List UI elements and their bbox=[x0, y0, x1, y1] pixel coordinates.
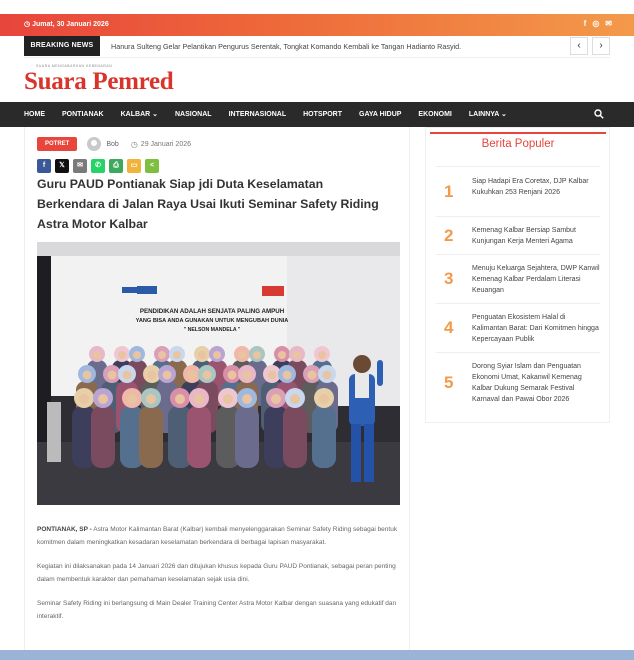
person-face bbox=[83, 371, 92, 380]
nav-item-hotsport[interactable]: HOTSPORT bbox=[303, 111, 343, 118]
person-face bbox=[323, 371, 332, 380]
person-face bbox=[308, 371, 317, 380]
nav-item-nasional[interactable]: NASIONAL bbox=[175, 111, 212, 118]
rank-number: 1 bbox=[444, 181, 454, 201]
popular-item[interactable] bbox=[436, 352, 600, 412]
photo-banner-line-2: YANG BISA ANDA GUNAKAN UNTUK MENGUBAH DUNIA bbox=[135, 318, 289, 324]
article-title: Guru PAUD Pontianak Siap jdi Duta Keselamatan Berkendara di Jalan Raya Usai Ikuti Seminar Safety Riding Astra Motor Kalbar bbox=[37, 177, 379, 231]
author-name[interactable]: Bob bbox=[106, 140, 119, 148]
person-face bbox=[242, 394, 252, 404]
person-face bbox=[158, 351, 166, 359]
nav-item-ekonomi[interactable]: EKONOMI bbox=[418, 111, 452, 118]
person-face bbox=[203, 371, 212, 380]
person-body bbox=[139, 406, 163, 468]
paragraph: PONTIANAK, SP - Astra Motor Kalimantan Barat (Kalbar) kembali menyelenggarakan Seminar Safety Riding sebagai bentuk komitmen dalam meningkatkan kesadaran keselamatan berkendara di berbagai lapisan masyarakat. bbox=[37, 526, 398, 546]
person-face bbox=[293, 351, 301, 359]
person-face bbox=[253, 351, 261, 359]
person-face bbox=[319, 394, 329, 404]
popular-item-title[interactable]: Dorong Syiar Islam dan Penguatan Ekonomi Umat, Kakanwil Kemenag Kalbar Dukung Semarak Festival Karnaval dan Pawai Obor 2026 bbox=[472, 363, 582, 403]
nav-item-gaya-hidup[interactable]: GAYA HIDUP bbox=[359, 111, 402, 118]
current-date: ◷ Jumat, 30 Januari 2026 bbox=[24, 21, 109, 28]
paragraph: Seminar Safety Riding ini berlangsung di Main Dealer Training Center Astra Motor Kalbar dengan suasana yang edukatif dan interaktif. bbox=[37, 600, 397, 620]
person-face bbox=[278, 351, 286, 359]
nav-item-home[interactable]: HOME bbox=[24, 111, 45, 118]
person-face bbox=[268, 371, 277, 380]
dateline: PONTIANAK, SP - bbox=[37, 526, 92, 533]
x-share-icon[interactable]: 𝕏 bbox=[55, 159, 69, 173]
article-body bbox=[37, 523, 403, 634]
person-face bbox=[123, 371, 132, 380]
person-face bbox=[188, 371, 197, 380]
person-face bbox=[223, 394, 233, 404]
breaking-news-nav bbox=[570, 37, 610, 55]
person-face bbox=[163, 371, 172, 380]
photo-banner-line-1: PENDIDIKAN ADALAH SENJATA PALING AMPUH bbox=[139, 308, 285, 315]
person-face bbox=[213, 351, 221, 359]
facebook-share-icon[interactable]: f bbox=[37, 159, 51, 173]
author-avatar bbox=[87, 137, 101, 151]
widget-header bbox=[430, 132, 606, 156]
article-meta bbox=[37, 137, 191, 151]
facebook-icon[interactable]: f bbox=[583, 19, 587, 28]
person-face bbox=[238, 351, 246, 359]
popular-news-widget bbox=[425, 127, 610, 423]
popular-item[interactable] bbox=[436, 216, 600, 254]
person-face bbox=[283, 371, 292, 380]
rank-number: 2 bbox=[444, 225, 454, 245]
copy-link-icon[interactable]: ▭ bbox=[127, 159, 141, 173]
popular-item-title[interactable]: Kemenag Kalbar Bersiap Sambut Kunjungan Kerja Menteri Agama bbox=[472, 227, 576, 245]
person-face bbox=[118, 351, 126, 359]
rank-number: 4 bbox=[444, 318, 454, 337]
person-face bbox=[146, 394, 156, 404]
nav-item-kalbar[interactable]: KALBAR ⌄ bbox=[120, 111, 158, 118]
social-links bbox=[584, 19, 612, 29]
person-face bbox=[98, 394, 108, 404]
widget-title: Berita Populer bbox=[481, 138, 555, 150]
person-face bbox=[290, 394, 300, 404]
person-body bbox=[283, 406, 307, 468]
person-face bbox=[173, 351, 181, 359]
category-badge[interactable]: POTRET bbox=[37, 137, 77, 151]
prev-arrow-icon[interactable]: ‹ bbox=[570, 37, 588, 55]
bottom-strip bbox=[0, 650, 634, 660]
popular-item[interactable] bbox=[436, 166, 600, 216]
breaking-news-bar bbox=[24, 36, 610, 58]
person-face bbox=[271, 394, 281, 404]
person-face bbox=[318, 351, 326, 359]
publish-date: 29 Januari 2026 bbox=[140, 140, 192, 148]
whatsapp-share-icon[interactable]: ✆ bbox=[91, 159, 105, 173]
nav-item-internasional[interactable]: INTERNASIONAL bbox=[228, 111, 287, 118]
person-face bbox=[79, 394, 89, 404]
person-face bbox=[148, 371, 157, 380]
clock-icon: ◷ bbox=[130, 139, 138, 149]
email-icon[interactable]: ✉ bbox=[605, 19, 612, 28]
photo-banner-line-3: " NELSON MANDELA " bbox=[183, 327, 241, 333]
popular-item[interactable] bbox=[436, 303, 600, 352]
person-body bbox=[91, 406, 115, 468]
person-face bbox=[198, 351, 206, 359]
person-body bbox=[235, 406, 259, 468]
article-photo[interactable] bbox=[37, 242, 400, 505]
popular-item-title[interactable]: Siap Hadapi Era Coretax, DJP Kalbar Kukuhkan 253 Renjani 2026 bbox=[472, 178, 589, 196]
person-face bbox=[194, 394, 204, 404]
person-face bbox=[243, 371, 252, 380]
email-share-icon[interactable]: ✉ bbox=[73, 159, 87, 173]
person-face bbox=[127, 394, 137, 404]
breaking-news-label: BREAKING NEWS bbox=[24, 36, 100, 56]
rank-number: 5 bbox=[444, 372, 454, 392]
nav-item-pontianak[interactable]: PONTIANAK bbox=[62, 111, 104, 118]
next-arrow-icon[interactable]: › bbox=[592, 37, 610, 55]
nav-item-lainnya[interactable]: LAINNYA ⌄ bbox=[468, 111, 507, 118]
logo-tagline: SUARA MENGABARKAN KEBENARAN bbox=[36, 64, 113, 68]
person-face bbox=[93, 351, 101, 359]
rank-number: 3 bbox=[444, 269, 454, 288]
instagram-icon[interactable]: ◎ bbox=[592, 19, 600, 28]
search-icon[interactable] bbox=[594, 109, 604, 119]
print-icon[interactable]: ⎙ bbox=[109, 159, 123, 173]
person-face bbox=[133, 351, 141, 359]
person-face bbox=[175, 394, 185, 404]
person-face bbox=[228, 371, 237, 380]
top-bar bbox=[0, 14, 634, 36]
breaking-news-headline[interactable]: Hanura Sulteng Gelar Pelantikan Pengurus Serentak, Tongkat Komando Kembali ke Tangan Hadianto Rasyid. bbox=[111, 42, 462, 51]
main-navigation bbox=[0, 102, 634, 127]
share-icon[interactable]: < bbox=[145, 159, 159, 173]
share-buttons bbox=[37, 159, 159, 173]
person-face bbox=[108, 371, 117, 380]
popular-item-title[interactable]: Penguatan Ekosistem Halal di Kalimantan Barat: Dari Komitmen hingga Kepercayaan Publik bbox=[472, 314, 599, 343]
clock-icon: ◷ bbox=[24, 21, 33, 28]
person-body bbox=[187, 406, 211, 468]
popular-item[interactable] bbox=[436, 254, 600, 303]
article bbox=[24, 127, 410, 660]
popular-item-title[interactable]: Menuju Keluarga Sejahtera, DWP Kanwil Kemenag Kalbar Perdalam Literasi Keuangan bbox=[472, 265, 600, 294]
person-body bbox=[312, 406, 336, 468]
logo-wordmark: Suara Pemred bbox=[24, 68, 174, 95]
paragraph: Kegiatan ini dilaksanakan pada 14 Januari 2026 dan ditujukan khusus kepada Guru PAUD Pontianak, sebagai peran penting dalam membentuk karakter dan pemahaman keselamatan sejak usia dini. bbox=[37, 563, 396, 583]
